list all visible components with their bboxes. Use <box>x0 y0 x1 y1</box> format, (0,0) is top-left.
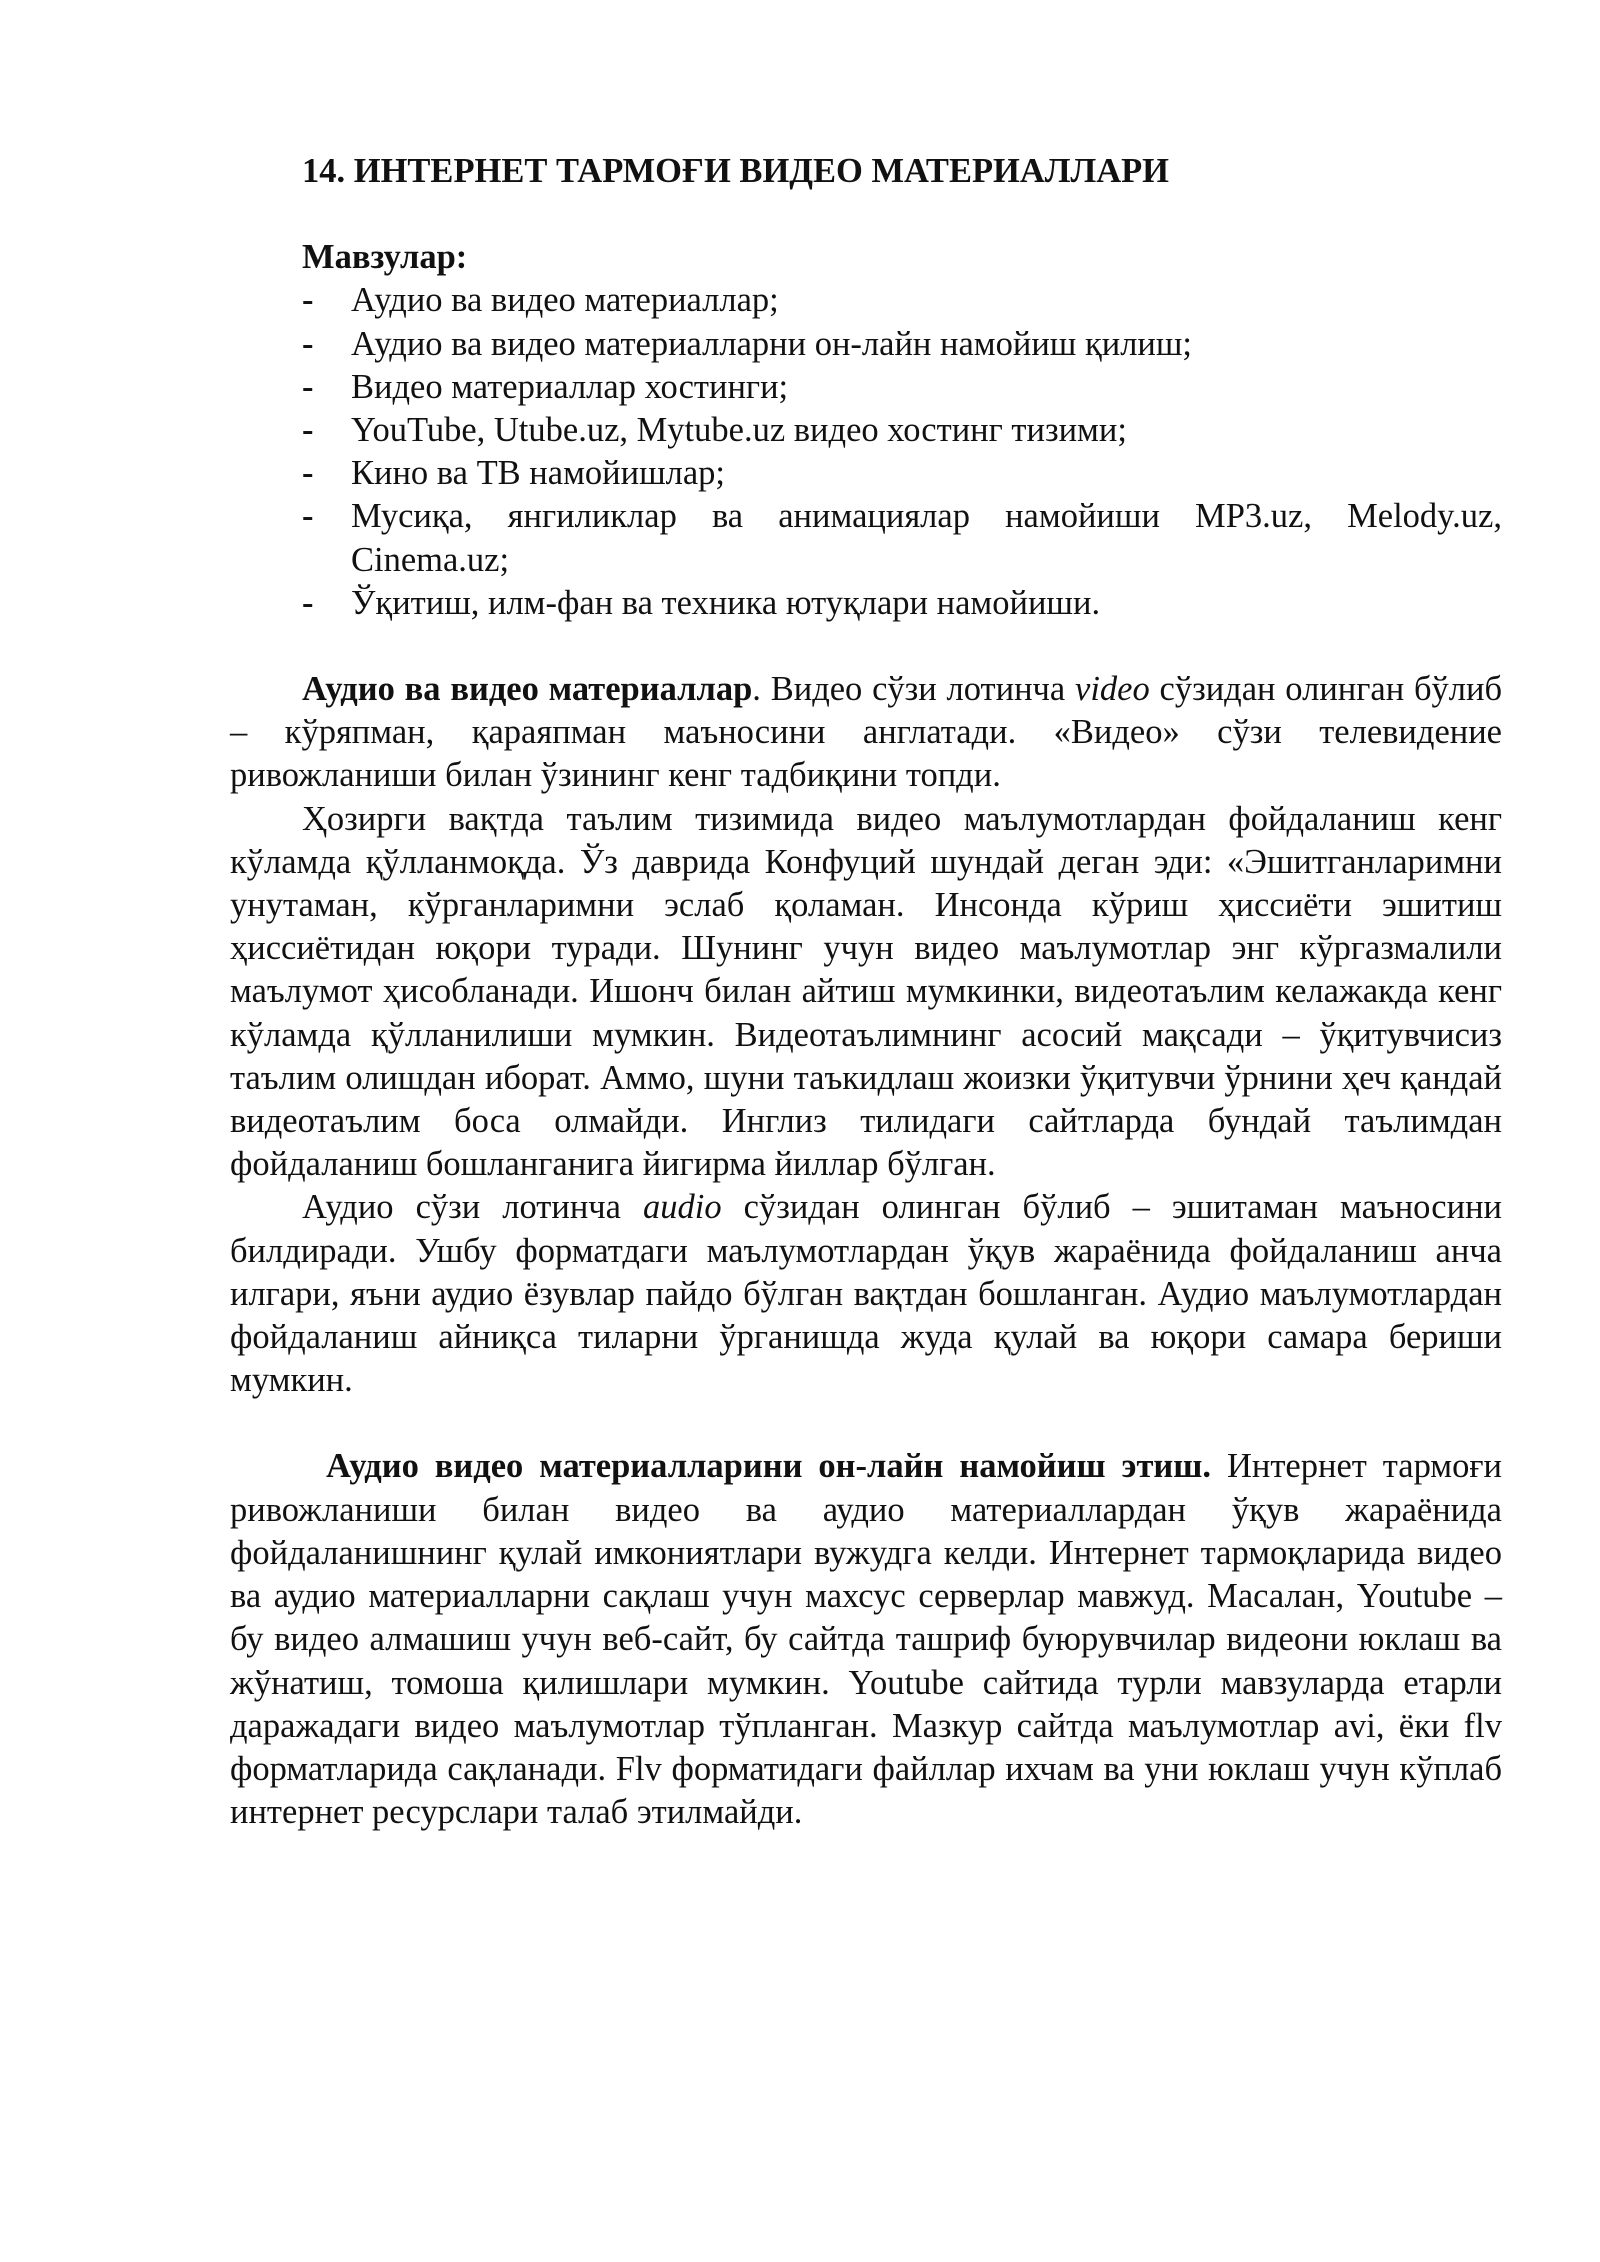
topics-heading: Мавзулар: <box>302 238 468 277</box>
list-dash: - <box>302 411 314 450</box>
topic-text: Аудио ва видео материаллар; <box>351 281 779 320</box>
section1-p3-rest: сўзидан олинган бўлиб – эшитаман маъносини билдиради. Ушбу форматдаги маълумотлардан ўқув жараёнида фойдаланиш анча илгари, яъни аудио ёзувлар пайдо бўлган вақтдан бошланган. Аудио маълумотлардан фойдаланиш айниқса тиларни ўрганишда жуда қулай ва юқори самара бериши мумкин. <box>230 1188 1502 1400</box>
topic-text: Видео материаллар хостинги; <box>351 367 789 406</box>
section1-paragraph-2: Ҳозирги вақтда таълим тизимида видео маълумотлардан фойдаланиш кенг кўламда қўлланмоқда. Ўз даврида Конфуций шундай деган эди: «Эшитганларимни унутаман, кўрганларимни эслаб қоламан. Инсонда кўриш ҳиссиёти эшитиш ҳиссиётидан юқори туради. Шунинг учун видео маълумотлар энг кўргазмалили маълумот ҳисобланади. Ишонч билан айтиш мумкинки, видеотаълим келажакда кенг кўламда қўлланилиши мумкин. Видеотаълимнинг асосий мақсади – ўқитувчисиз таълим олишдан иборат. Аммо, шуни таъкидлаш жоизки ўқитувчи ўрнини ҳеч қандай видеотаълим боса олмайди. Инглиз тилидаги сайтларда бундай таълимдан фойдаланиш бошланганига йигирма йиллар бўлган. <box>230 799 1502 1184</box>
section1-paragraph-1 <box>230 668 1502 798</box>
page-title: 14. ИНТЕРНЕТ ТАРМОҒИ ВИДЕО МАТЕРИАЛЛАРИ <box>302 152 1170 190</box>
section2-heading: Аудио видео материалларини он-лайн намойиш этиш. <box>326 1447 1212 1486</box>
section1-p3-text: Аудио сўзи лотинча <box>302 1188 643 1227</box>
section1-p3-italic: audio <box>643 1188 722 1227</box>
section2-paragraph <box>230 1445 1502 1834</box>
topic-text: YouTube, Utube.uz, Mytube.uz видео хостинг тизими; <box>351 411 1127 450</box>
topic-item <box>230 323 1502 366</box>
list-dash: - <box>302 454 314 493</box>
topic-item <box>230 279 1502 322</box>
list-dash: - <box>302 583 314 622</box>
list-dash: - <box>302 281 314 320</box>
list-dash: - <box>302 324 314 363</box>
section1-heading: Аудио ва видео материаллар <box>302 670 753 709</box>
list-dash: - <box>302 497 314 536</box>
section1-paragraph-3 <box>230 1186 1502 1402</box>
topic-item <box>230 409 1502 452</box>
document-content <box>230 150 1502 1834</box>
topics-list <box>230 279 1502 625</box>
topic-item <box>230 366 1502 409</box>
section1-p1-italic: video <box>1075 670 1150 709</box>
topic-text: Мусиқа, янгиликлар ва анимациялар намойиши MP3.uz, Melody.uz, Cinema.uz; <box>351 497 1502 579</box>
section1-p1-rest: сўзидан олинган бўлиб – кўряпман, қараяпман маъносини англатади. «Видео» сўзи телевидение ривожланиши билан ўзининг кенг тадбиқини топди. <box>230 670 1502 795</box>
topic-text: Кино ва ТВ намойишлар; <box>351 454 726 493</box>
topic-item <box>230 452 1502 495</box>
section1-p1-text: . Видео сўзи лотинча <box>752 670 1076 709</box>
topic-text: Аудио ва видео материалларни он-лайн намойиш қилиш; <box>351 324 1193 363</box>
section2-body: Интернет тармоғи ривожланиши билан видео ва аудио материаллардан ўқув жараёнида фойдаланишнинг қулай имкониятлари вужудга келди. Интернет тармоқларида видео ва аудио материалларни сақлаш учун махсус серверлар мавжуд. Масалан, Youtube – бу видео алмашиш учун веб-сайт, бу сайтда ташриф буюрувчилар видеони юклаш ва жўнатиш, томоша қилишлари мумкин. Youtube сайтида турли мавзуларда етарли даражадаги видео маълумотлар тўпланган. Мазкур сайтда маълумотлар avi, ёки flv форматларида сақланади. Flv форматидаги файллар ихчам ва уни юклаш учун кўплаб интернет ресурслари талаб этилмайди. <box>230 1447 1502 1832</box>
topic-item <box>230 582 1502 625</box>
topic-item <box>230 495 1502 581</box>
topic-text: Ўқитиш, илм-фан ва техника ютуқлари намойиши. <box>351 583 1101 622</box>
list-dash: - <box>302 367 314 406</box>
